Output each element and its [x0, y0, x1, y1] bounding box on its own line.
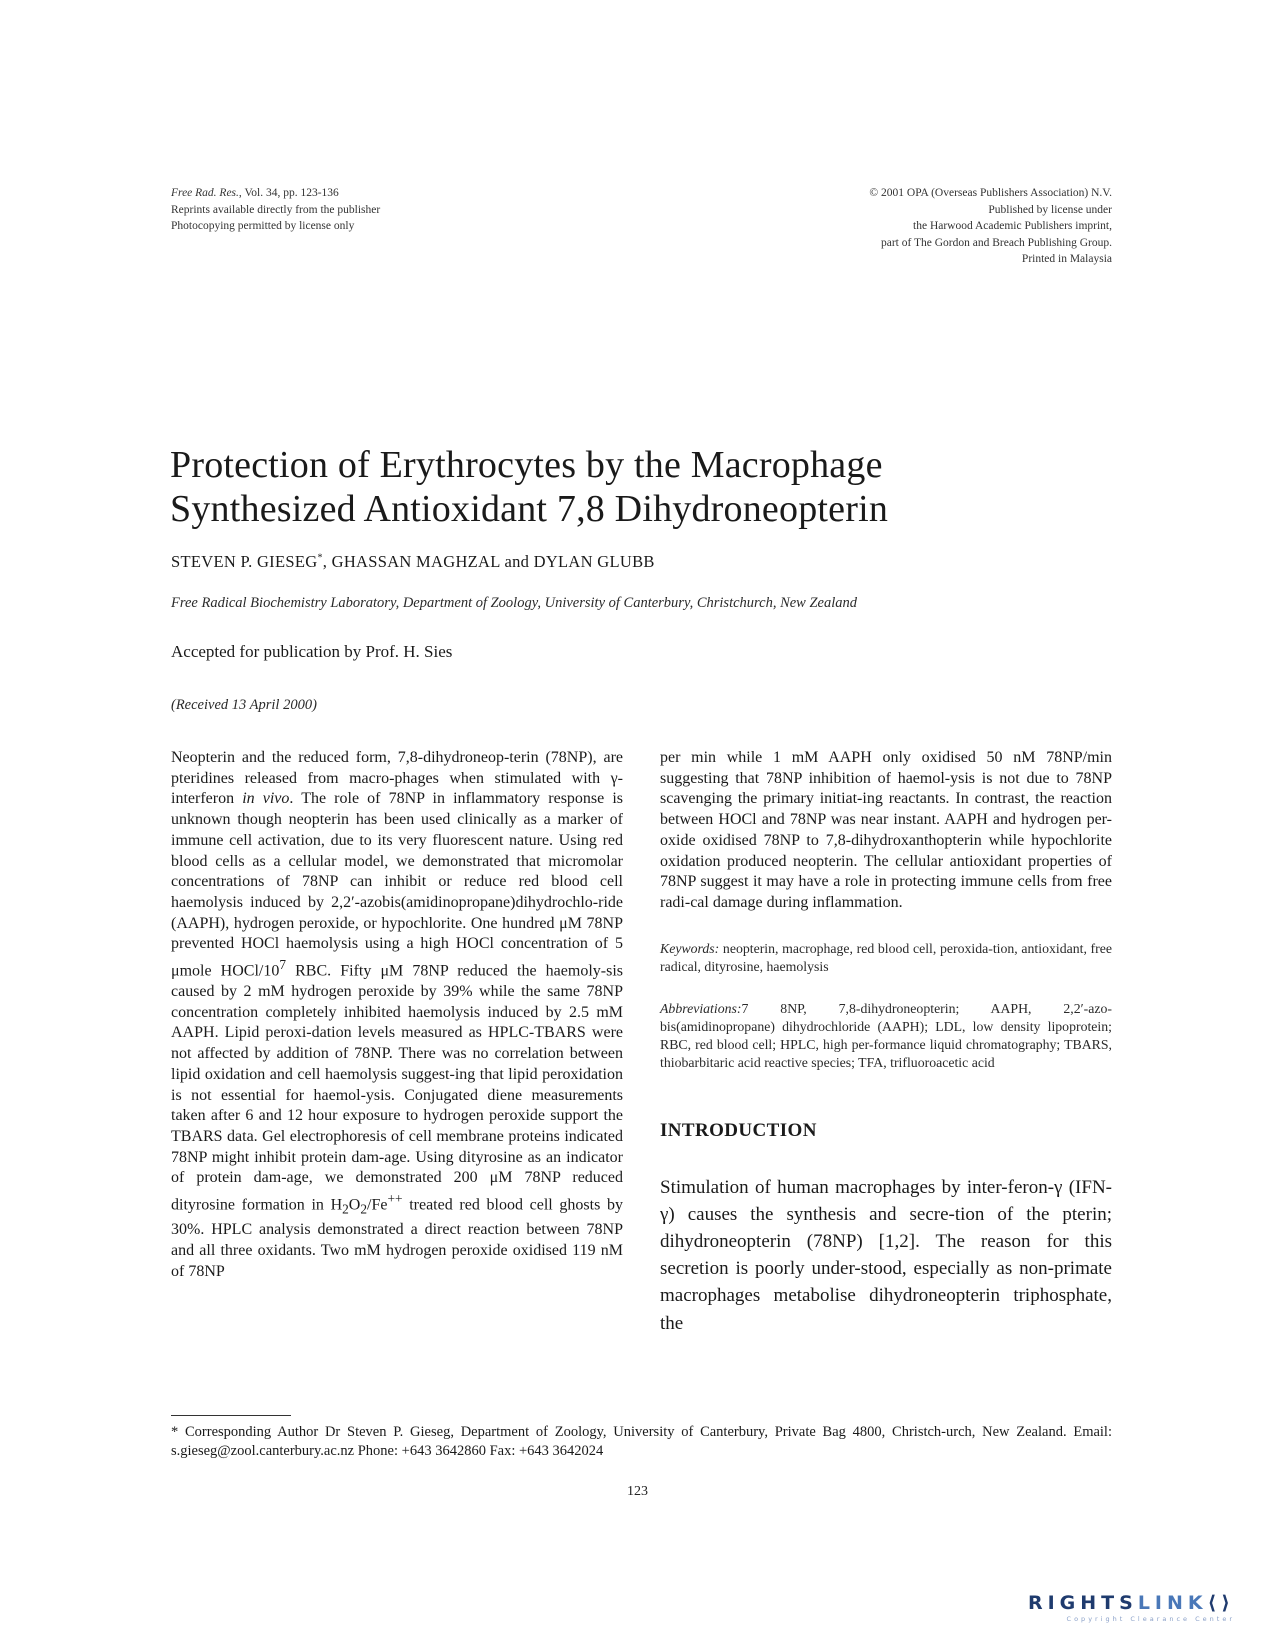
rightslink-logo: RIGHTSLINK⟨⟩ Copyright Clearance Center: [1027, 1592, 1235, 1623]
right-column: [660, 748, 1112, 1337]
introduction-text: Stimulation of human macrophages by inter-feron-γ (IFN-γ) causes the synthesis and secre-tion of the pterin; dihydroneopterin (78NP) [1,2]. The reason for this secretion is poorly under-stood, especially as non-primate macrophages metabolise dihydroneopterin triphosphate, the: [660, 1176, 1112, 1334]
keywords: Keywords: neopterin, macrophage, red blood cell, peroxida-tion, antioxidant, free radical, dityrosine, haemolysis: [660, 940, 1112, 974]
photocopy-note: Photocopying permitted by license only: [171, 220, 355, 232]
corresponding-author-footnote: * Corresponding Author Dr Steven P. Gieseg, Department of Zoology, University of Canterbury, Private Bag 4800, Christch-urch, New Zealand. Email: s.gieseg@zool.canterbury.ac.nz Phone: +643 3642860 Fax: +643 3642024: [171, 1424, 1112, 1459]
group-line: part of The Gordon and Breach Publishing Group.: [880, 236, 1112, 249]
accepted-note: Accepted for publication by Prof. H. Sies: [171, 642, 453, 661]
printed-line: Printed in Malaysia: [1021, 253, 1112, 265]
abbreviations: Abbreviations:7 8NP, 7,8-dihydroneopterin; AAPH, 2,2′-azo-bis(amidinopropane) dihydrochloride (AAPH); LDL, low density lipoprotein; RBC, red blood cell; HPLC, high per-formance liquid chromatography; TBARS, thiobarbitaric acid reactive species; TFA, trifluoroacetic acid: [660, 1000, 1112, 1070]
rightslink-arrow-icon: ⟨⟩: [1207, 1592, 1235, 1614]
copyright-line: © 2001 OPA (Overseas Publishers Association) N.V.: [869, 187, 1112, 199]
reprints-note: Reprints available directly from the publisher: [171, 203, 381, 216]
paper-title: Protection of Erythrocytes by the Macrophage Synthesized Antioxidant 7,8 Dihydroneopterin: [170, 444, 889, 530]
imprint-line: the Harwood Academic Publishers imprint,: [913, 220, 1112, 232]
footnote-rule: [171, 1415, 291, 1416]
author-list: STEVEN P. GIESEG*, GHASSAN MAGHZAL and DYLAN GLUBB: [171, 552, 655, 571]
journal-header: [171, 185, 531, 235]
download-watermark: [0, 450, 52, 1170]
journal-citation: Free Rad. Res., Vol. 34, pp. 123-136: [171, 187, 339, 199]
license-line: Published by license under: [988, 203, 1112, 216]
introduction-heading: INTRODUCTION: [660, 1119, 817, 1141]
affiliation: Free Radical Biochemistry Laboratory, Department of Zoology, University of Canterbury, Christchurch, New Zealand: [171, 595, 858, 611]
page-number: 123: [627, 1484, 648, 1499]
publisher-header: [692, 185, 1112, 268]
abstract-continued: per min while 1 mM AAPH only oxidised 50 nM 78NP/min suggesting that 78NP inhibition of haemol-ysis is not due to 78NP scavenging the primary initiat-ing reactants. In contrast, the reaction between HOCl and 78NP was near instant. AAPH and hydrogen per-oxide oxidised 78NP to 7,8-dihydroxanthopterin while hypochlorite oxidation produced neopterin. The cellular antioxidant properties of 78NP suggest it may have a role in protecting immune cells from free radi-cal damage during inflammation.: [660, 749, 1112, 911]
abstract: Neopterin and the reduced form, 7,8-dihydroneop-terin (78NP), are pteridines released from macro-phages when stimulated with γ-interferon in vivo. The role of 78NP in inflammatory response is unknown though neopterin has been used clinically as a marker of immune cell activation, due to its very fluorescent nature. Using red blood cells as a cellular model, we demonstrated that micromolar concentrations of 78NP can inhibit or reduce red blood cell haemolysis induced by 2,2′-azobis(amidinopropane)dihydrochlo-ride (AAPH), hydrogen peroxide, or hypochlorite. One hundred μM 78NP prevented HOCl haemolysis using a high HOCl concentration of 5 μmole HOCl/$10^7$ RBC. Fifty μM 78NP reduced the haemoly-sis caused by 2 mM hydrogen peroxide by 39% while the same 78NP concentration completely inhibited haemolysis induced by 2.5 mM AAPH. Lipid peroxi-dation levels measured as HPLC-TBARS were not affected by addition of 78NP. There was no correlation between lipid oxidation and cell haemolysis suggest-ing that lipid peroxidation is not essential for haemol-ysis. Conjugated diene measurements taken after 6 and 12 hour exposure to hydrogen peroxide support the TBARS data. Gel electrophoresis of cell membrane proteins indicated 78NP might inhibit protein dam-age. Using dityrosine as an indicator of protein dam-age, we demonstrated 200 μM 78NP reduced dityrosine formation in $H_2O_2/Fe^{++}$ treated red blood cell ghosts by 30%. HPLC analysis demonstrated a direct reaction between 78NP and all three oxidants. Two mM hydrogen peroxide oxidised 119 nM of 78NP: [171, 749, 624, 1280]
received-date: (Received 13 April 2000): [171, 697, 317, 713]
